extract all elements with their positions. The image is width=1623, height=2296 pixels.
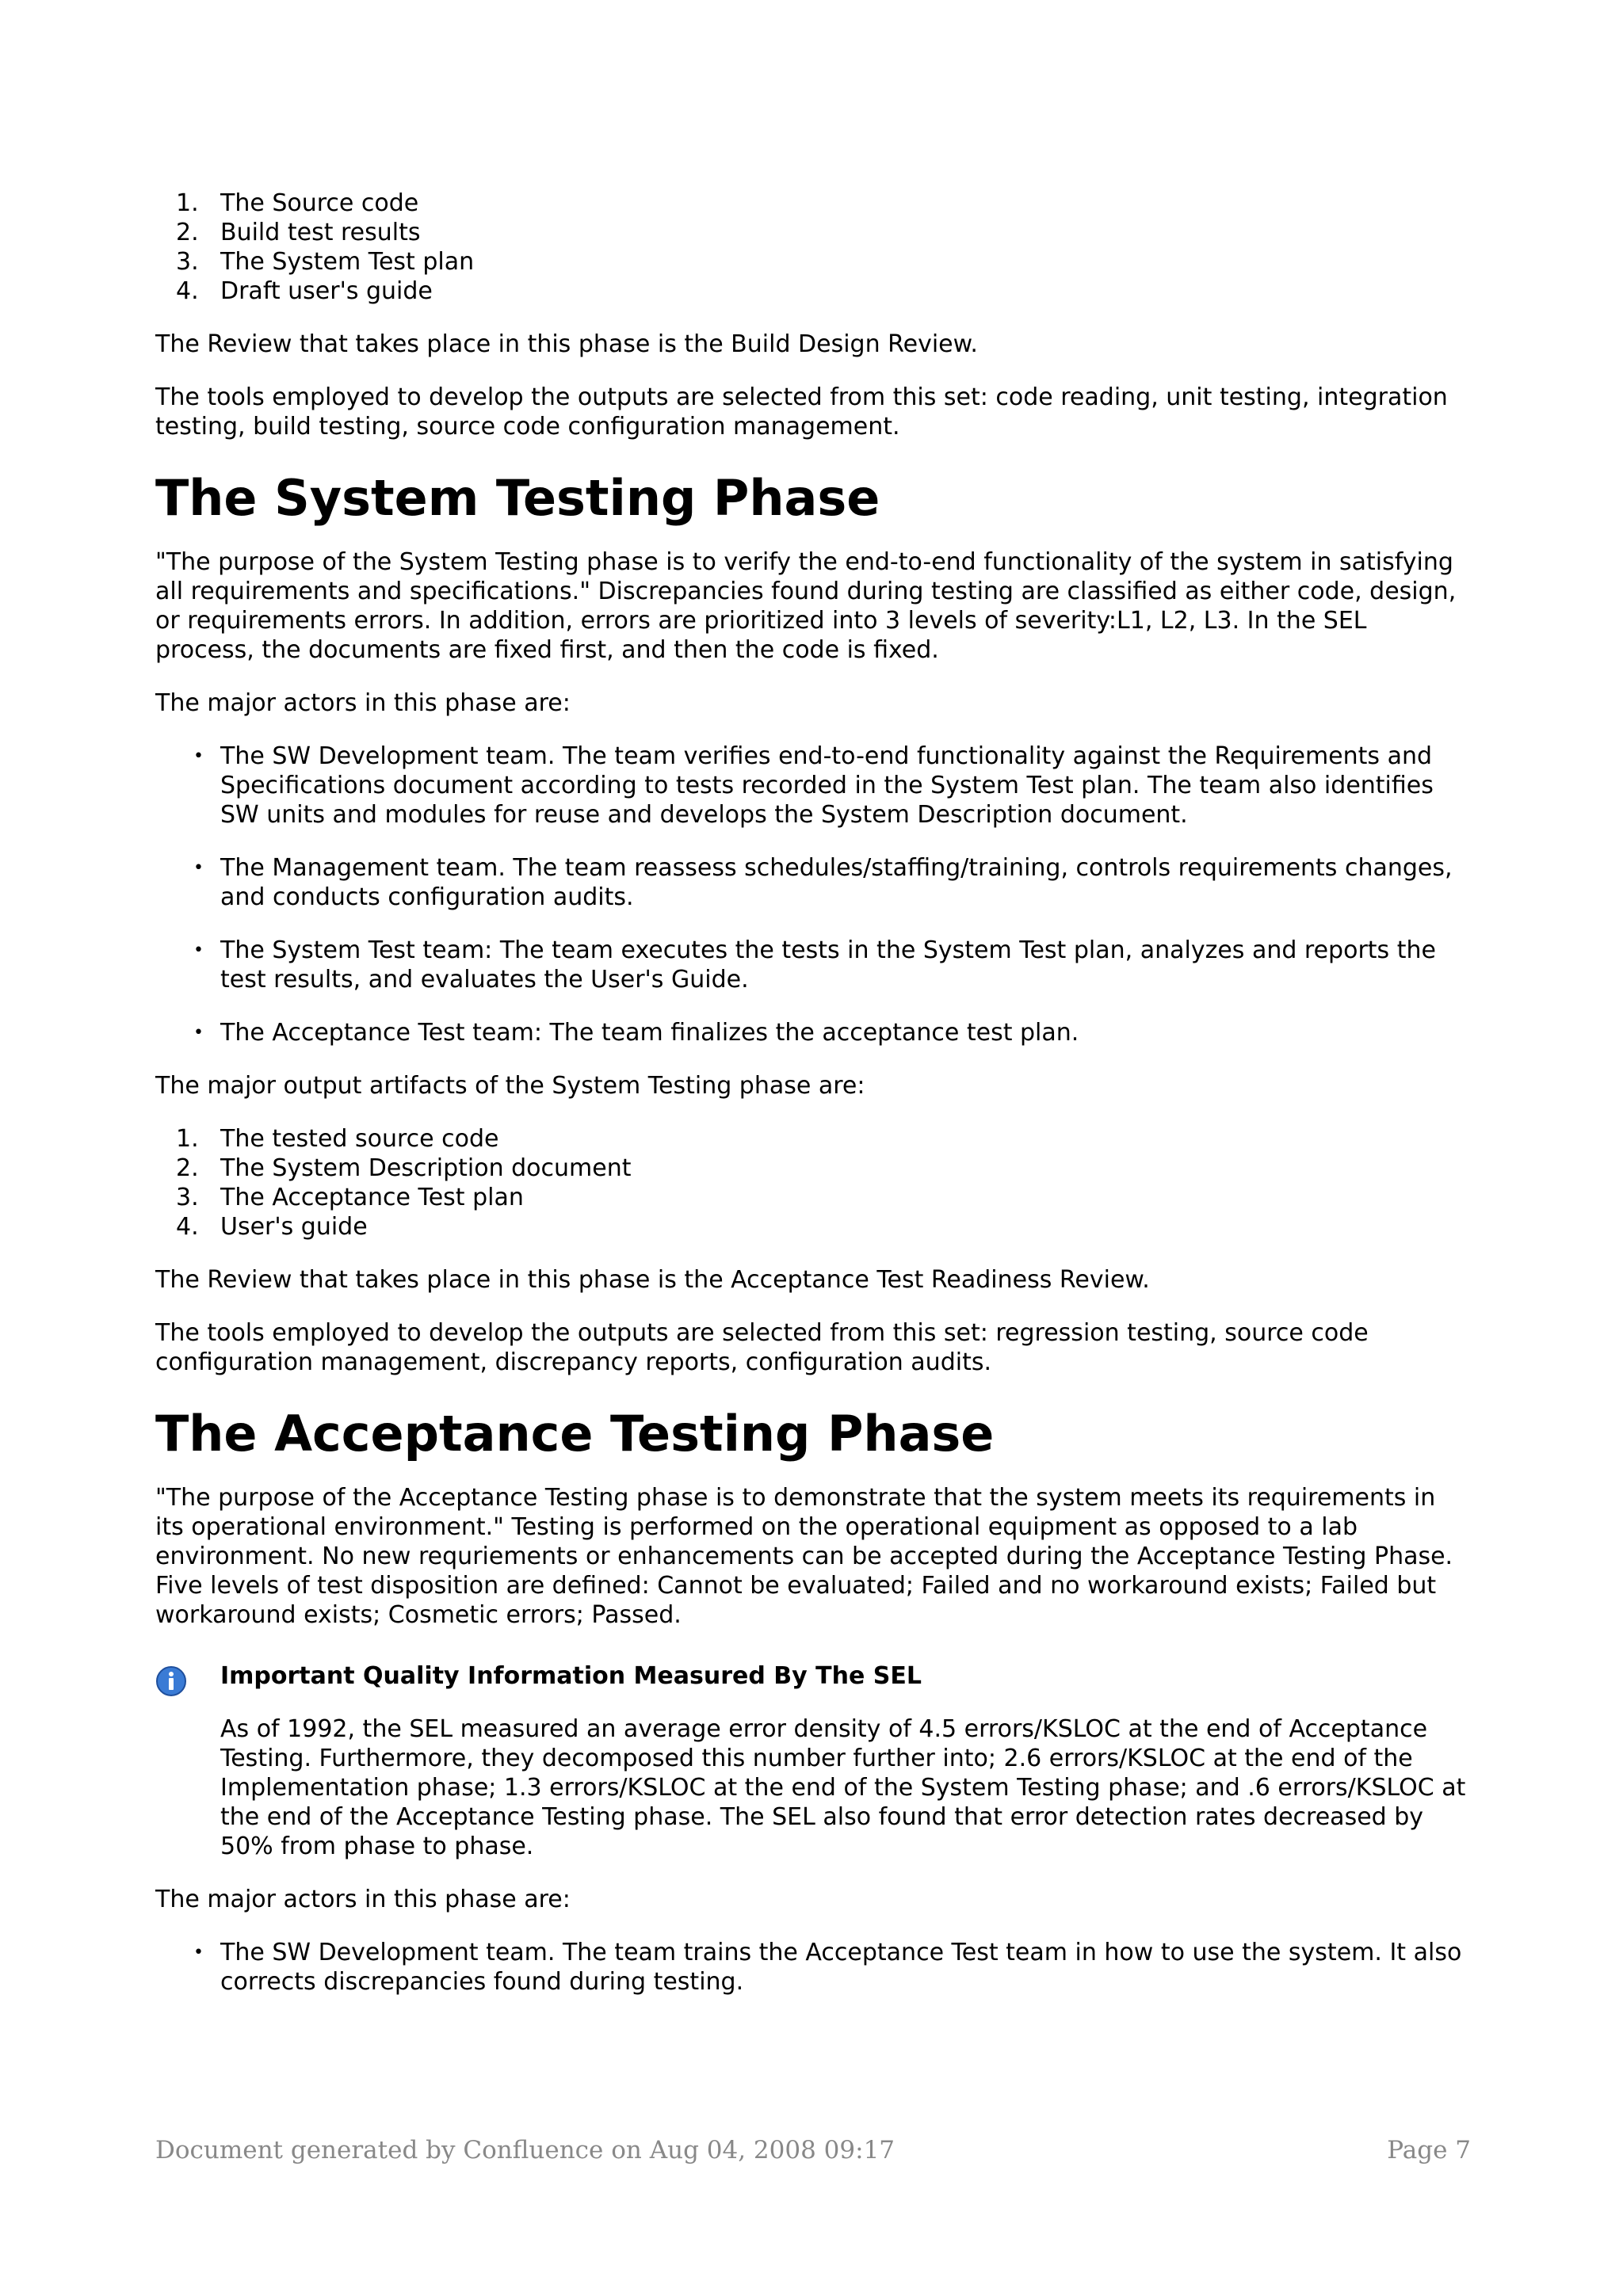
info-title: Important Quality Information Measured By The SEL (220, 1662, 922, 1690)
list-item: 4. User's guide (176, 1213, 368, 1241)
list-item: • The SW Development team. The team trains the Acceptance Test team in how to use the system. It also corrects discrepancies found during testing. (193, 1939, 1462, 1996)
list-item: • The Acceptance Test team: The team finalizes the acceptance test plan. (193, 1019, 1079, 1047)
purpose-paragraph: "The purpose of the Acceptance Testing phase is to demonstrate that the system meets its requirements in its operational environment." Testing is performed on the operational equipment as opposed to a lab environment. No new requriements or enhancements can be accepted during the Acceptance Testing Phase. Five levels of test disposition are defined: Cannot be evaluated; Failed and no workaround exists; Failed but workaround exists; Cosmetic errors; Passed. (155, 1484, 1453, 1629)
list-item: 2. The System Description document (176, 1154, 632, 1182)
footer-generated-text: Document generated by Confluence on Aug 04, 2008 09:17 (155, 2136, 896, 2164)
section-heading: The System Testing Phase (155, 469, 880, 527)
list-item: 3. The Acceptance Test plan (176, 1184, 524, 1211)
bullet-icon: • (193, 858, 204, 878)
actors-intro: The major actors in this phase are: (155, 689, 571, 717)
list-item: • The SW Development team. The team verifies end-to-end functionality against the Requirements and Specifications document according to tests recorded in the System Test plan. The team also identifies SW units and modules for reuse and develops the System Description document. (193, 742, 1434, 829)
page-number: Page 7 (1387, 2136, 1471, 2164)
review-paragraph: The Review that takes place in this phase is the Acceptance Test Readiness Review. (155, 1266, 1150, 1294)
list-item: • The System Test team: The team executes the tests in the System Test plan, analyzes and reports the test results, and evaluates the User's Guide. (193, 936, 1436, 994)
bullet-icon: • (193, 940, 204, 960)
actors-list (155, 742, 1471, 1047)
list-item: • The Management team. The team reassess schedules/staffing/training, controls requirements changes, and conducts configuration audits. (193, 854, 1453, 911)
section-heading: The Acceptance Testing Phase (155, 1405, 995, 1463)
bullet-icon: • (193, 1943, 204, 1962)
list-item: 1. The Source code (176, 189, 419, 217)
actors-intro: The major actors in this phase are: (155, 1886, 571, 1913)
outputs-intro: The major output artifacts of the System Testing phase are: (155, 1072, 865, 1100)
info-callout (155, 1661, 1471, 1861)
list-item: 1. The tested source code (176, 1125, 499, 1153)
page-content (155, 189, 1471, 2020)
list-item: 2. Build test results (176, 219, 421, 246)
tools-paragraph: The tools employed to develop the outputs are selected from this set: code reading, unit testing, integration testing, build testing, source code configuration management. (155, 383, 1448, 441)
purpose-paragraph: "The purpose of the System Testing phase is to verify the end-to-end functionality of the system in satisfying all requirements and specifications." Discrepancies found during testing are classified as either code, design, or requirements errors. In addition, errors are prioritized into 3 levels of severity:L1, L2, L3. In the SEL process, the documents are fixed first, and then the code is fixed. (155, 548, 1457, 664)
bullet-icon: • (193, 1023, 204, 1043)
bullet-icon: • (193, 746, 204, 766)
outputs-list (155, 1124, 1471, 1241)
intro-list (155, 189, 1471, 306)
list-item: 4. Draft user's guide (176, 277, 433, 305)
page-footer (155, 2136, 1471, 2164)
tools-paragraph: The tools employed to develop the outputs are selected from this set: regression testing, source code configuration management, discrepancy reports, configuration audits. (155, 1319, 1369, 1376)
review-paragraph: The Review that takes place in this phase is the Build Design Review. (155, 330, 978, 358)
list-item: 3. The System Test plan (176, 248, 475, 276)
info-icon (155, 1665, 187, 1697)
info-body: As of 1992, the SEL measured an average error density of 4.5 errors/KSLOC at the end of Acceptance Testing. Furthermore, they decomposed this number further into; 2.6 errors/KSLOC at the end of the Implementation phase; 1.3 errors/KSLOC at the end of the System Testing phase; and .6 errors/KSLOC at the end of the Acceptance Testing phase. The SEL also found that error detection rates decreased by 50% from phase to phase. (220, 1715, 1466, 1860)
actors-list (155, 1938, 1471, 1997)
